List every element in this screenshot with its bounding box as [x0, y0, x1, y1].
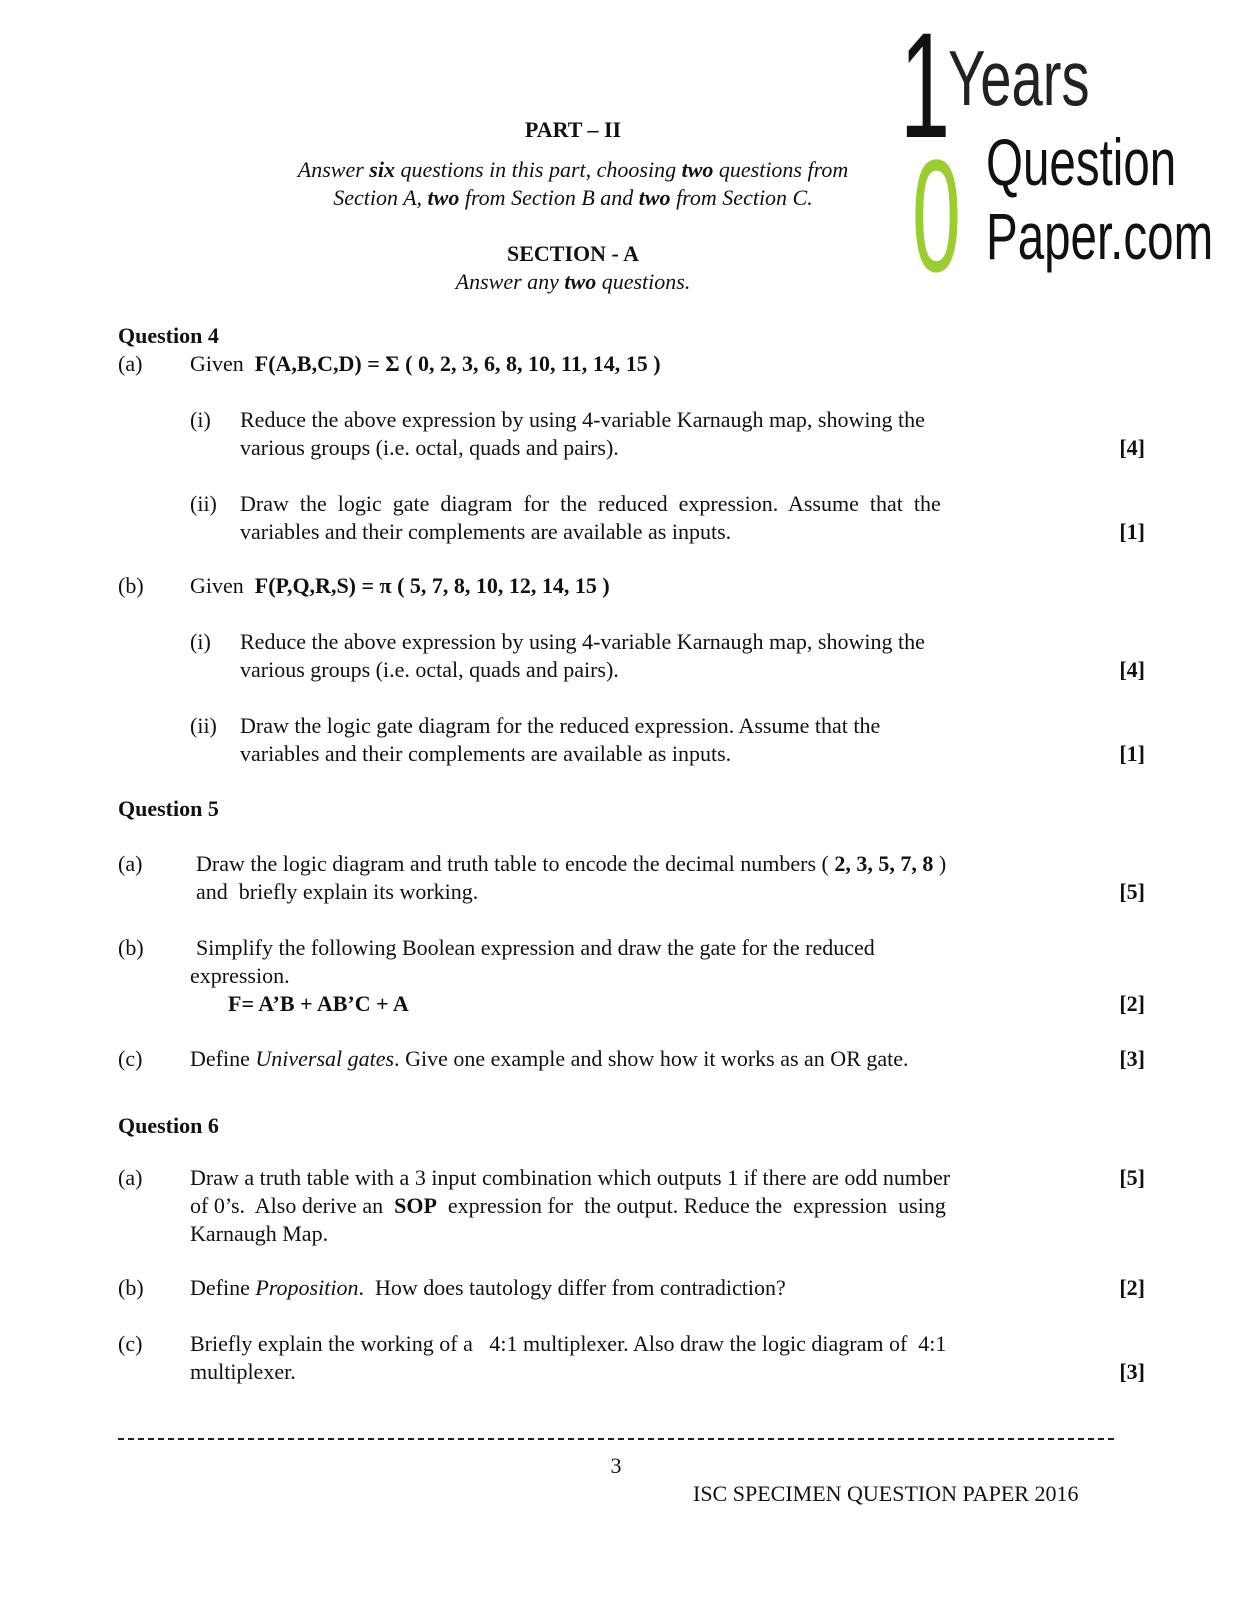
q4a-ii-line2: variables and their complements are available as inputs.: [240, 519, 732, 544]
q6a-label: (a): [118, 1165, 143, 1190]
q4a-ii-label: (ii): [190, 491, 217, 516]
q5b-line2: expression.: [190, 963, 290, 988]
q5b-label: (b): [118, 935, 144, 960]
q4b-given: Given F(P,Q,R,S) = π ( 5, 7, 8, 10, 12, 14, 15 ): [190, 573, 610, 598]
q5c-label: (c): [118, 1046, 143, 1071]
q4b-ii-marks: [1]: [1119, 741, 1145, 766]
question-6-title: Question 6: [118, 1113, 219, 1138]
question-5-title: Question 5: [118, 796, 219, 821]
q5a-label: (a): [118, 851, 143, 876]
q4a-i-line1: Reduce the above expression by using 4-variable Karnaugh map, showing the: [240, 407, 925, 432]
page-number: 3: [610, 1453, 622, 1478]
logo-digit-one: 1: [900, 1, 951, 169]
q4b-i-line2: various groups (i.e. octal, quads and pairs).: [240, 657, 619, 682]
q4b-i-line1: Reduce the above expression by using 4-variable Karnaugh map, showing the: [240, 629, 925, 654]
q4b-ii-line2: variables and their complements are available as inputs.: [240, 741, 732, 766]
section-instruction: Answer any two questions.: [455, 269, 691, 294]
q6c-line1: Briefly explain the working of a 4:1 multiplexer. Also draw the logic diagram of 4:1: [190, 1331, 947, 1356]
q4b-label: (b): [118, 573, 144, 598]
q6c-marks: [3]: [1119, 1359, 1145, 1384]
q6b-line: Define Proposition. How does tautology differ from contradiction?: [190, 1275, 786, 1300]
q4a-label: (a): [118, 351, 143, 376]
q4a-i-line2: various groups (i.e. octal, quads and pairs).: [240, 435, 619, 460]
q6a-line2: of 0’s. Also derive an SOP expression for the output. Reduce the expression using: [190, 1193, 946, 1218]
q4b-ii-label: (ii): [190, 713, 217, 738]
q4b-ii-line1: Draw the logic gate diagram for the reduced expression. Assume that the: [240, 713, 881, 738]
logo-paper-com: Paper.com: [986, 199, 1214, 273]
q5a-line2: and briefly explain its working.: [196, 879, 479, 904]
q5b-expression: F= A’B + AB’C + A: [228, 991, 409, 1016]
q5b-line1: Simplify the following Boolean expression and draw the gate for the reduced: [196, 935, 875, 960]
q5c-marks: [3]: [1119, 1046, 1145, 1071]
q6a-line1: Draw a truth table with a 3 input combination which outputs 1 if there are odd number: [190, 1165, 951, 1190]
q4a-i-marks: [4]: [1119, 435, 1145, 460]
q6b-label: (b): [118, 1275, 144, 1300]
q4b-i-marks: [4]: [1119, 657, 1145, 682]
footer-divider: [118, 1438, 1114, 1440]
q6c-label: (c): [118, 1331, 143, 1356]
q6a-marks: [5]: [1119, 1165, 1145, 1190]
q5a-line1: Draw the logic diagram and truth table to encode the decimal numbers ( 2, 3, 5, 7, 8 ): [196, 851, 947, 876]
q4a-ii-line1: Draw the logic gate diagram for the reduced expression. Assume that the: [240, 491, 941, 516]
q4b-i-label: (i): [190, 629, 211, 654]
q6b-marks: [2]: [1119, 1275, 1145, 1300]
site-logo: [890, 1, 1230, 305]
logo-years: Years: [948, 34, 1090, 122]
q4a-given: Given F(A,B,C,D) = Σ ( 0, 2, 3, 6, 8, 10, 11, 14, 15 ): [190, 351, 661, 376]
part-instruction-line1: Answer six questions in this part, choosing two questions from: [297, 157, 849, 182]
logo-question: Question: [986, 125, 1177, 199]
part-title: PART – II: [524, 117, 622, 142]
logo-digit-zero: 0: [912, 126, 961, 305]
q4a-i-label: (i): [190, 407, 211, 432]
footer-paper-name: ISC SPECIMEN QUESTION PAPER 2016: [693, 1481, 1079, 1506]
section-title: SECTION - A: [506, 241, 640, 266]
q5a-marks: [5]: [1119, 879, 1145, 904]
part-instruction-line2: Section A, two from Section B and two from Section C.: [333, 185, 813, 210]
q5b-marks: [2]: [1119, 991, 1145, 1016]
q4a-ii-marks: [1]: [1119, 519, 1145, 544]
q5c-line: Define Universal gates. Give one example and show how it works as an OR gate.: [190, 1046, 909, 1071]
q6a-line3: Karnaugh Map.: [190, 1221, 329, 1246]
question-4-title: Question 4: [118, 323, 219, 348]
q6c-line2: multiplexer.: [190, 1359, 296, 1384]
